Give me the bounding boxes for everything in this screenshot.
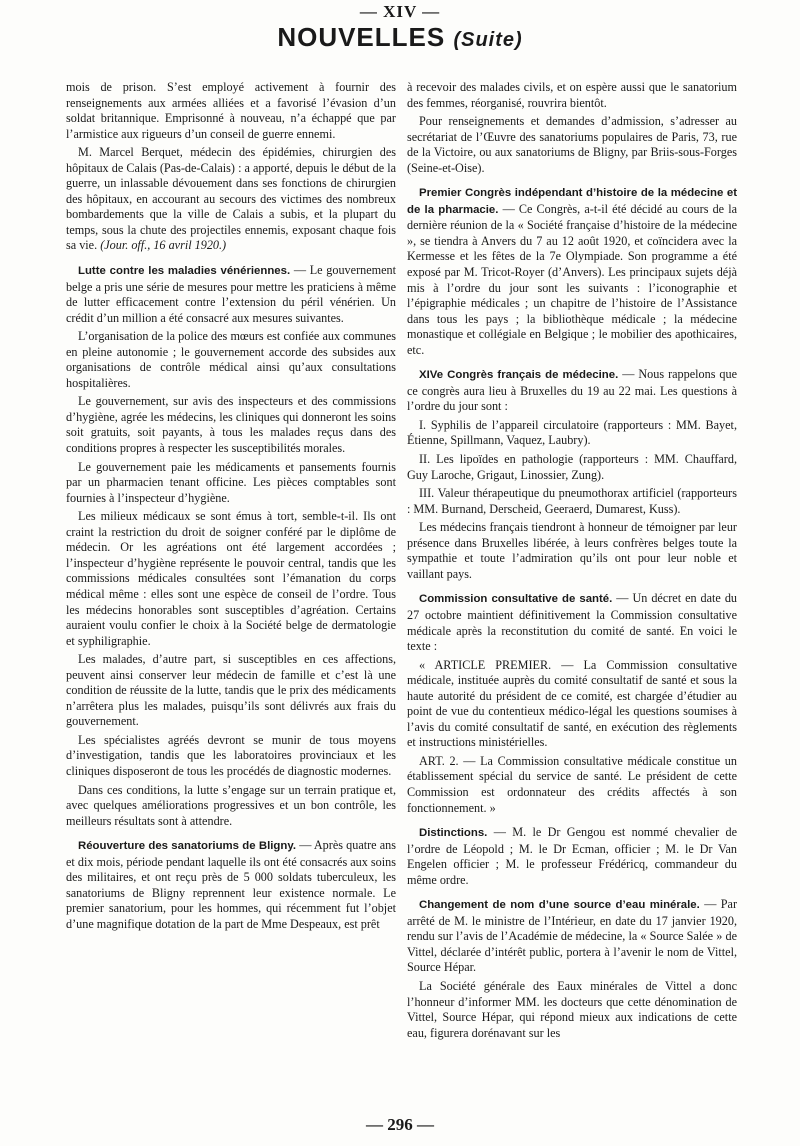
list-item: III. Valeur thérapeutique du pneumothorax artificiel (rapporteurs : MM. Burnand, Derscheid, Geeraerd, Dumarest, Kuss). [407,486,737,516]
list-item: II. Les lipoïdes en pathologie (rapporteurs : MM. Chauffard, Guy Laroche, Grigaut, Linossier, Zung). [407,452,737,482]
section-heading: Réouverture des sanatoriums de Bligny. [78,840,297,853]
paragraph: Pour renseignements et demandes d’admission, s’adresser au secrétariat de l’Œuvre des sanatoriums populaires de Paris, 73, rue de la Victoire, ou aux sanatoriums de Bligny, par Briis-sous-Forges (Seine-et-Oise). [407,114,737,175]
paragraph: La Société générale des Eaux minérales de Vittel a donc l’honneur d’informer MM. les docteurs que cette dénomination de Vittel, Source Hépar, qui répond mieux aux indications de cette eau, figurera dorénavant sur les [407,978,737,1040]
section-commission: Commission consultative de santé. — Un décret en date du 27 octobre maintient définitivement la Commission consultative médicale après la reconstitution du comité de santé. En voici le texte : [407,591,738,654]
paragraph: mois de prison. S’est employé activement à fournir des renseignements aux armées alliées et a favorisé l’évasion d’un soldat britannique. Emprisonné à nouveau, n’a échappé que par l’armistice aux rigueurs d’un conseil de guerre ennemi. [66,80,396,141]
list-item: I. Syphilis de l’appareil circulatoire (rapporteurs : MM. Bayet, Étienne, Spillmann, Vaquez, Laubry). [407,417,737,448]
page-title [0,22,800,53]
paragraph: Les malades, d’autre part, si susceptibles en ces affections, peuvent ainsi conserver leur médecin de famille et c’est là une condition de réussite de la lutte, tandis que le prix des médicaments n’arrêtera plus les malades, puisqu’ils sont délivrés aux frais du gouvernement. [66,652,396,729]
section-source-vittel: Changement de nom d’une source d’eau minérale. — Par arrêté de M. le ministre de l’Intérieur, en date du 17 janvier 1920, rendu sur l’avis de l’Académie de médecine, la « Source Salée » de Vittel, déclarée d’intérêt public, portera à l’avenir le nom de Vittel, Source Hépar. [407,897,737,975]
paragraph: M. Marcel Berquet, médecin des épidémies, chirurgien des hôpitaux de Calais (Pas-de-Calais) : a apporté, depuis le début de la guerre, un inlassable dévouement dans ses fonctions de chirurgien des hôpitaux, en accourant au secours des victimes des nombreux bombardements que la ville de Calais a subis, et la plupart du temps, sous la chute des projectiles ennemis, exposant chaque fois sa vie. (Jour. off., 16 avril 1920.) [66,145,396,253]
title-main: NOUVELLES [277,22,446,52]
section-congres-histoire: Premier Congrès indépendant d’histoire de la médecine et de la pharmacie. — Ce Congrès, a-t-il été décidé au cours de la dernière réunion de la « Société française d’histoire de la médecine », se tiendra à Anvers du 7 au 12 août 1920, et coïncidera avec la Kermesse et les fêtes de la 7e Olympiade. Son programme a été exposé par M. Tricot-Royer (d’Anvers). Les principaux sujets déjà mis à l’ordre du jour sont les suivants : l’iconographie et l’épigraphie médicales ; un chapitre de l’histoire de l’Assistance dans tous les pays ; la bibliothèque médicale ; la médecine monastique et collégiale en Belgique ; le mobilier des apothicaires, etc. [407,187,738,357]
section-heading: Distinctions. [419,827,488,840]
section-lutte: Lutte contre les maladies vénériennes. — Le gouvernement belge a pris une série de mesures pour mettre les praticiens à même de lutter efficacement contre l’extension du péril vénérien. Un crédit d’un million a été consacré aux mesures suivantes. [66,263,396,325]
title-suite: (Suite) [453,29,523,51]
paragraph: L’organisation de la police des mœurs est confiée aux communes en pleine autonomie ; le gouvernement accorde des subsides aux organisations de contrôle médical ainsi qu’aux consultations hospitalières. [66,329,396,390]
paragraph: à recevoir des malades civils, et on espère aussi que le sanatorium des femmes, réorganisé, rouvrira bientôt. [407,80,737,110]
paragraph: Les spécialistes agréés devront se munir de tous moyens d’investigation, tandis que les laboratoires provinciaux et les cliniques disposeront de tous les procédés de diagnostic modernes. [66,732,396,778]
section-distinctions: Distinctions. — M. le Dr Gengou est nommé chevalier de l’ordre de Léopold ; M. le Dr Ecman, officier ; M. le Dr Van Engelen officier ; M. le professeur Frédéricq, commandeur du même ordre. [407,825,737,887]
page-number: — 296 — [366,1115,434,1134]
paragraph: « ARTICLE PREMIER. — La Commission consultative médicale, instituée auprès du comité consultatif de santé et sous la haute autorité du président de ce comité, est chargée d’étudier au point de vue du contentieux médico-légal les questions soumises à l’avis du comité consultatif de santé, en exécution des règlements et instructions ministérielles. [407,657,737,750]
right-column [407,80,737,1044]
section-bligny: Réouverture des sanatoriums de Bligny. — Après quatre ans et dix mois, période pendant laquelle ils ont été consacrés aux soins des militaires, et ont reçu près de 5 000 soldats tuberculeux, les sanatoriums de Bligny reprennent leur existence normale. Le premier sanatorium, pour les hommes, qui récemment fut l’objet d’une magnifique dotation de la part de Mme Despeaux, est prêt [66,838,396,931]
section-heading: Lutte contre les maladies vénériennes. [78,265,291,278]
section-heading: Changement de nom d’une source d’eau minérale. [419,899,700,912]
paragraph: Le gouvernement paie les médicaments et pansements fournis par un pharmacien tenant officine. Les pièces comptables sont fournies à l’inspecteur d’hygiène. [66,459,396,505]
section-heading: Commission consultative de santé. [419,593,613,606]
paragraph: Les milieux médicaux se sont émus à tort, semble-t-il. Ils ont craint la restriction du droit de soigner conféré par le diplôme de médecin. Or les agréations ont été largement accordées ; l’inspecteur d’hygiène représente le pouvoir central, tandis que les commissions médicales consultées sont l’émanation du corps médical même : elles sont une espèce de conseil de l’ordre. Tous les médecins honorables sont susceptibles d’agréation. Certains auraient voulu confier le choix à la Société belge de dermatologie et syphiligraphie. [66,509,396,648]
paragraph: Le gouvernement, sur avis des inspecteurs et des commissions d’hygiène, agrée les médecins, les cliniques qui donneront les soins soit gratuits, soit payants, à tous les malades reçus dans des conditions propres à respecter les susceptibilités morales. [66,394,396,456]
section-congres-medecine: XIVe Congrès français de médecine. — Nous rappelons que ce congrès aura lieu à Bruxelles du 19 au 22 mai. Les questions à l’ordre du jour sont : [407,367,738,414]
left-column [66,80,396,935]
paragraph: Dans ces conditions, la lutte s’engage sur un terrain pratique et, avec quelques améliorations progressives et un bon contrôle, les meilleurs résultats sont à attendre. [66,782,396,828]
page-roman-number: — XIV — [359,2,441,21]
section-heading: Premier Congrès indépendant d’histoire de la médecine et de la pharmacie. [407,187,737,216]
paragraph: Les médecins français tiendront à honneur de témoigner par leur présence dans Bruxelles libérée, à leurs confrères belges toute la sympathie et toute l’admiration qu’ils ont pour leur noble et vaillant pays. [407,520,737,581]
paragraph: ART. 2. — La Commission consultative médicale constitue un établissement spécial du service de santé. Le président de cette Commission est ordonnateur des crédits affectés à son fonctionnement. » [407,753,737,815]
section-heading: XIVe Congrès français de médecine. [419,369,619,382]
source-citation: (Jour. off., 16 avril 1920.) [100,238,227,253]
